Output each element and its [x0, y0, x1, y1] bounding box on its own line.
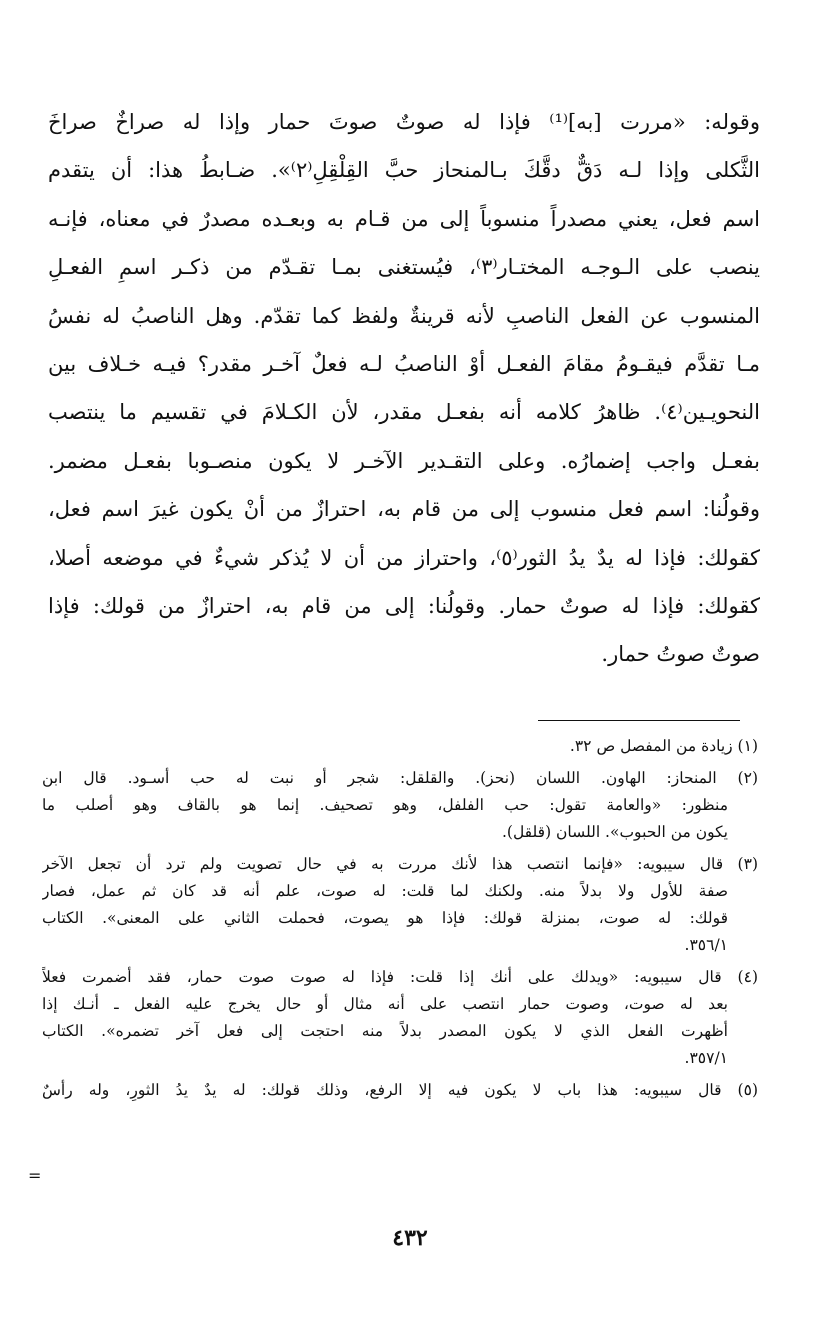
- footnote-line: أظهرت الفعل الذي لا يكون المصدر بدلاً منه احتجت إلى فعل آخر تضمره». الكتاب: [42, 1022, 728, 1040]
- main-text-line: المنسوب عن الفعل الناصبِ لأنه قرينةٌ ولفظ كما تقدّم. وهل الناصبُ له نفسُ: [48, 303, 760, 328]
- continuation-mark: =: [28, 1166, 42, 1185]
- main-text-line: اسم فعل، يعني مصدراً منسوباً إلى من قـام به وبعـده مصدرٌ في معناه، فإنـه: [48, 206, 760, 231]
- footnote-line: صفة للأول ولا بدلاً منه. ولكنك لما قلت: له صوت، علم أنه قد كان ثم عمل، فصار: [42, 882, 728, 900]
- footnote-line: (٥) قال سيبويه: هذا باب لا يكون فيه إلا الرفع، وذلك قولك: له يدٌ يدُ الثورِ، وله رأسٌ: [42, 1081, 758, 1099]
- footnote-5: [42, 1077, 758, 1104]
- footnotes-block: [42, 733, 758, 1104]
- main-text-line: مـا تقدَّم فيقـومُ مقامَ الفعـل أوْ الناصبُ لـه فعلٌ آخـر مقدر؟ فيـه خـلاف بين: [48, 351, 760, 376]
- footnote-line: (١) زيادة من المفصل ص ٣٢.: [569, 737, 758, 755]
- footnote-line: منظور: «والعامة تقول: حب الفلفل، وهو تصحيف. إنما هو بالقاف وهو أصلب ما: [42, 796, 728, 814]
- footnote-line: (٢) المنحاز: الهاون. اللسان (نحز). والقلقل: شجر أو نبت له حب أسـود. قال ابن: [42, 769, 758, 787]
- main-text-line: وقوله: «مررت [به]⁽¹⁾ فإذا له صوتٌ صوتَ حمار وإذا له صراخٌ صراخَ: [48, 110, 760, 134]
- footnote-line: قولك: له صوت، بمنزلة قولك: فإذا هو يصوت، فحملت الثاني على المعنى». الكتاب: [42, 909, 728, 927]
- main-text-line: وقولُنا: اسم فعل منسوب إلى من قام به، احترازٌ من أنْ يكون غيرَ اسم فعل،: [48, 497, 760, 522]
- footnote-4: [42, 964, 758, 1072]
- main-text-line: الثَّكلى وإذا لـه دَقٌّ دقَّكَ بـالمنحاز حبَّ القِلْقِلِ⁽٢⁾». ضـابطُ هذا: أن يتقدم: [48, 158, 760, 183]
- main-text-line: كقولك: فإذا له صوتٌ حمار. وقولُنا: إلى من قام به، احترازٌ من قولك: فإذا: [48, 593, 760, 618]
- main-text-line: بفعـل واجب إضمارُه. وعلى التقـدير الآخـر لا يكون منصـوبا بفعـل مضمر.: [48, 448, 760, 473]
- page-number: ٤٣٢: [392, 1225, 428, 1251]
- footnote-2: [42, 765, 758, 846]
- main-text-line: النحويـين⁽٤⁾. ظاهرُ كلامه أنه بفعـل مقدر، لأن الكـلامَ في تقسيم ما ينتصب: [48, 400, 760, 425]
- footnote-line: ٣٥٦/١.: [684, 936, 728, 954]
- main-text-block: [48, 98, 760, 679]
- main-text-line: كقولك: فإذا له يدٌ يدُ الثور⁽٥⁾، واحتراز من أن لا يُذكر شيءٌ في موضعه أصلا،: [48, 545, 760, 570]
- footnote-separator: [538, 720, 740, 721]
- footnote-line: يكون من الحبوب». اللسان (قلقل).: [501, 823, 728, 841]
- footnote-line: (٣) قال سيبويه: «فإنما انتصب هذا لأنك مررت به في حال تصويت ولم ترد أن تجعل الآخر: [42, 855, 758, 873]
- footnote-line: بعد له صوت، وصوت حمار انتصب على أنه مثال أو حال يخرج عليه الفعل ـ أنـك إذا: [42, 995, 728, 1013]
- footnote-3: [42, 851, 758, 959]
- main-text-line: ينصب على الـوجـه المختـار⁽٣⁾، فيُستغنى بمـا تقـدّم من ذكـر اسمِ الفعـلِ: [48, 255, 760, 280]
- footnote-1: [42, 733, 758, 760]
- main-text-line: صوتٌ صوتُ حمار.: [601, 642, 760, 667]
- footnote-line: ٣٥٧/١.: [684, 1049, 728, 1067]
- footnote-line: (٤) قال سيبويه: «ويدلك على أنك إذا قلت: فإذا له صوت صوت حمار، فقد أضمرت فعلاً: [42, 968, 758, 986]
